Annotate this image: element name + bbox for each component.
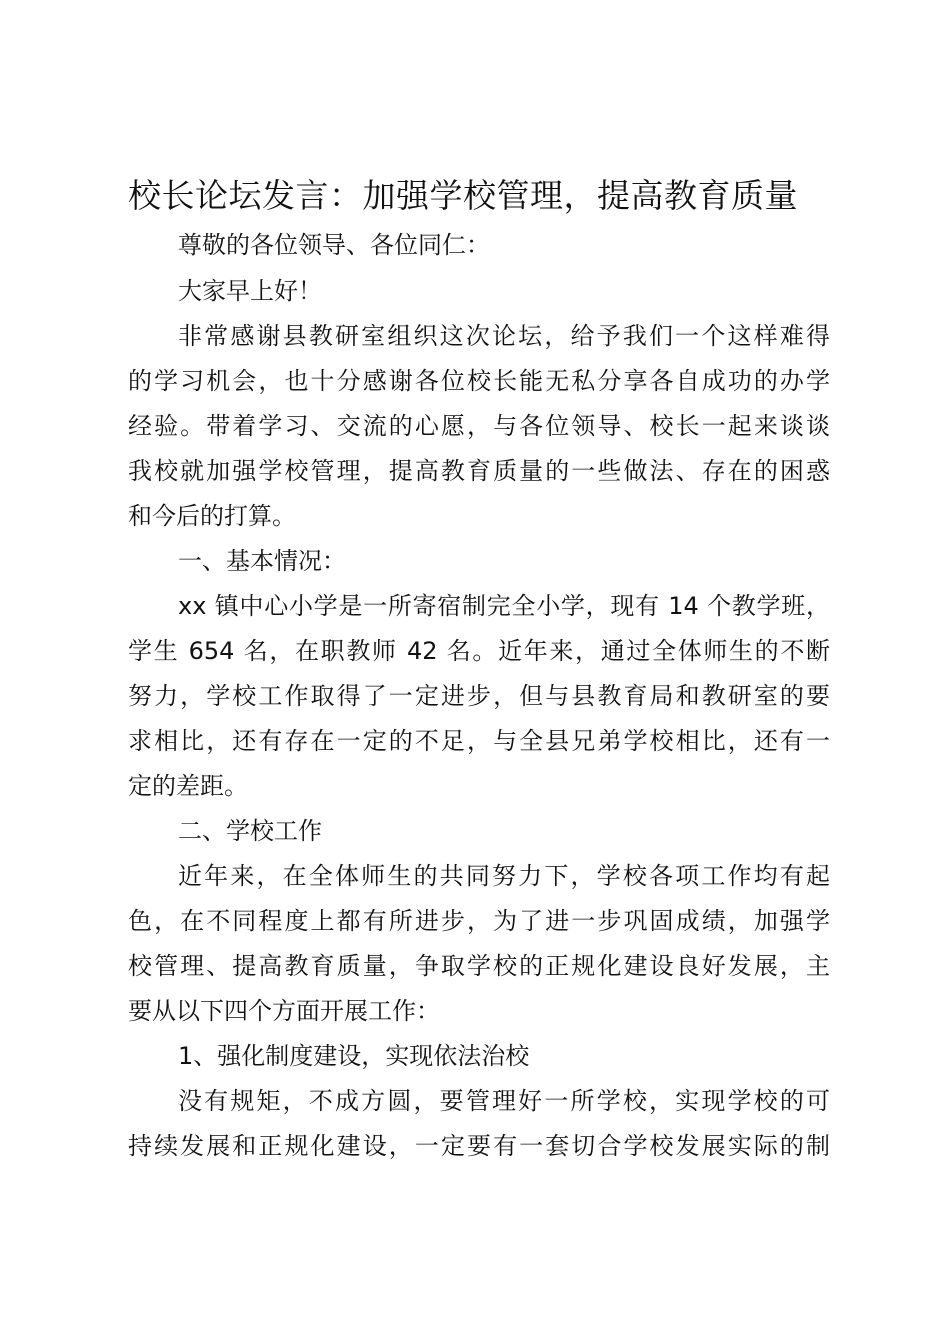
salutation: 尊敬的各位领导、各位同仁： xyxy=(178,231,490,259)
paragraph-line: 的学习机会，也十分感谢各位校长能无私分享各自成功的办学 xyxy=(128,367,830,395)
paragraph-line: 努力，学校工作取得了一定进步，但与县教育局和教研室的要 xyxy=(128,682,830,710)
greeting: 大家早上好！ xyxy=(178,277,322,305)
document-title: 校长论坛发言：加强学校管理，提高教育质量 xyxy=(128,176,798,215)
paragraph-line: 我校就加强学校管理，提高教育质量的一些做法、存在的困惑 xyxy=(128,457,830,485)
paragraph-line: 非常感谢县教研室组织这次论坛，给予我们一个这样难得 xyxy=(178,322,830,350)
section-heading: 一、基本情况： xyxy=(178,547,346,575)
subsection-heading: 1、强化制度建设，实现依法治校 xyxy=(178,1042,530,1070)
paragraph-line: 定的差距。 xyxy=(128,772,248,800)
section-heading: 二、学校工作 xyxy=(178,817,322,845)
paragraph-line: 校管理、提高教育质量，争取学校的正规化建设良好发展，主 xyxy=(128,952,830,980)
paragraph-line: 经验。带着学习、交流的心愿，与各位领导、校长一起来谈谈 xyxy=(128,412,830,440)
paragraph-line: xx 镇中心小学是一所寄宿制完全小学，现有 14 个教学班， xyxy=(178,592,830,620)
paragraph-line: 求相比，还有存在一定的不足，与全县兄弟学校相比，还有一 xyxy=(128,727,830,755)
paragraph-line: 色，在不同程度上都有所进步，为了进一步巩固成绩，加强学 xyxy=(128,907,830,935)
paragraph-line: 持续发展和正规化建设，一定要有一套切合学校发展实际的制 xyxy=(128,1132,830,1160)
paragraph-line: 要从以下四个方面开展工作： xyxy=(128,997,440,1025)
paragraph-line: 没有规矩，不成方圆，要管理好一所学校，实现学校的可 xyxy=(178,1087,830,1115)
paragraph-line: 近年来，在全体师生的共同努力下，学校各项工作均有起 xyxy=(178,862,830,890)
paragraph-line: 和今后的打算。 xyxy=(128,502,296,530)
paragraph-line: 学生 654 名，在职教师 42 名。近年来，通过全体师生的不断 xyxy=(128,637,830,665)
